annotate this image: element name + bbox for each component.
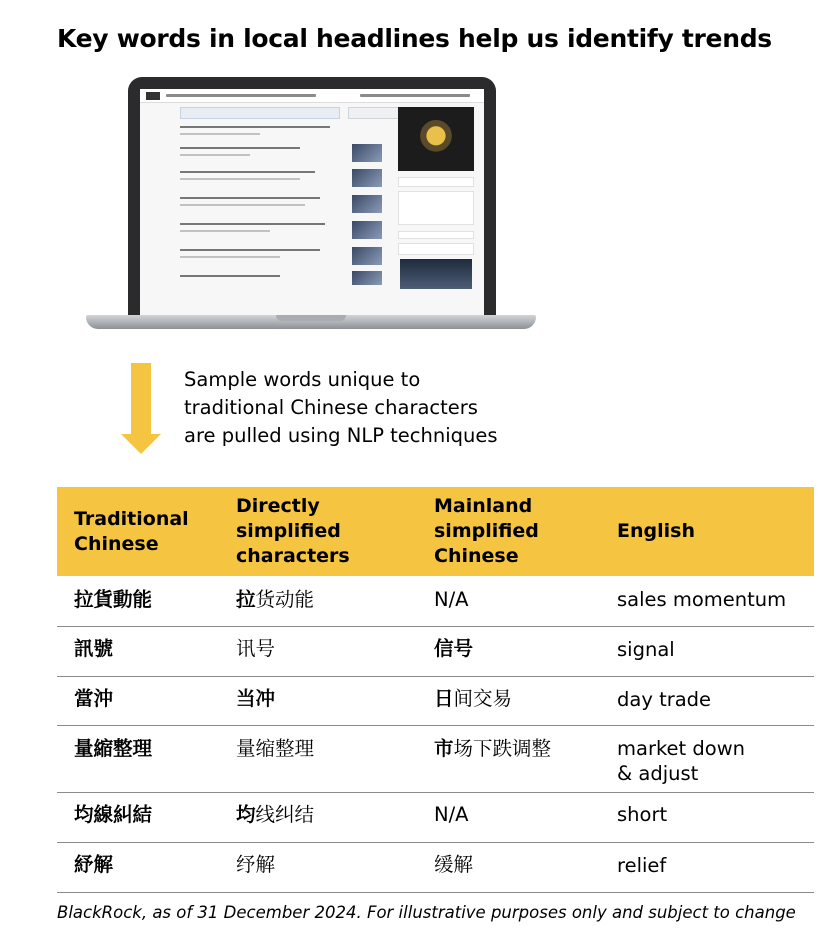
cell-traditional: 當沖 [74,687,114,710]
table-row [57,677,814,726]
news-line [180,275,280,277]
cell-english-line: signal [617,638,675,661]
stock-market-image [400,259,472,289]
news-line [180,249,320,251]
news-line [180,126,330,128]
cell-english-line: & adjust [617,762,699,785]
header-directly-simplified [236,494,350,569]
cell-mainland [434,686,512,711]
header-text: simplified [236,520,341,542]
header-text: Directly [236,495,320,517]
cell-direct-bold: 拉 [236,588,256,611]
cell-english-line: day trade [617,688,712,711]
headline-banner [180,107,340,119]
cell-direct [236,802,314,827]
header-text: Chinese [74,533,159,555]
news-thumbnail [352,169,382,187]
sidebar-card [398,243,474,255]
caption [184,366,624,450]
table-row [57,627,814,677]
header-text: characters [236,545,350,567]
news-thumbnail [352,271,382,285]
down-arrow-icon [131,363,151,437]
news-thumbnail [352,144,382,162]
cell-direct [236,852,275,877]
header-text: Traditional [74,508,189,530]
header-text: Mainland [434,495,533,517]
cell-english [617,637,675,662]
cell-mainland [434,587,469,612]
news-thumbnail [352,247,382,265]
news-line [180,204,305,206]
news-line [180,223,325,225]
news-line [180,230,270,232]
cell-traditional: 拉貨動能 [74,588,153,611]
cell-english [617,736,745,786]
cell-direct-rest: 量缩整理 [236,737,315,760]
news-line [180,178,300,180]
cell-english-line: market down [617,737,746,760]
table-row [57,726,814,793]
cell-english [617,587,786,612]
caption-line: traditional Chinese characters [184,396,478,419]
header-text: simplified [434,520,539,542]
cell-direct-bold: 均 [236,803,256,826]
laptop-illustration [86,75,536,337]
cell-english [617,853,666,878]
cell-direct [236,636,275,661]
table-row [57,843,814,893]
news-line [180,154,250,156]
trophy-image [398,107,474,171]
website-topbar [140,89,484,103]
cell-traditional: 紓解 [74,853,114,876]
cell-mainland-rest: 场下跌调整 [453,737,552,760]
cell-mainland [434,852,473,877]
cell-traditional: 量縮整理 [74,737,153,760]
header-traditional-chinese [74,507,189,557]
cell-direct-rest: 货动能 [255,588,315,611]
cell-mainland-rest: 间交易 [453,687,513,710]
table-row [57,576,814,627]
source-footnote: BlackRock, as of 31 December 2024. For illustrative purposes only and subject to change [57,903,796,922]
cell-traditional: 訊號 [74,637,114,660]
table-row [57,793,814,843]
cell-mainland-bold: 信号 [434,637,474,660]
cell-english-line: relief [617,854,667,877]
sidebar-heading [398,177,474,187]
news-thumbnail [352,221,382,239]
cell-english [617,802,667,827]
cell-direct [236,587,314,612]
cell-english-line: sales momentum [617,588,787,611]
news-website-screenshot [140,89,484,315]
news-thumbnail [352,195,382,213]
cell-mainland-bold: 日 [434,687,454,710]
header-mainland-simplified [434,494,539,569]
sidebar-card [398,191,474,225]
header-english [617,519,695,544]
header-text: English [617,520,695,542]
caption-line: Sample words unique to [184,368,421,391]
cell-traditional: 均線糾結 [74,803,153,826]
cell-english [617,687,711,712]
cell-mainland-rest: 缓解 [434,853,474,876]
nav-tools [360,94,470,97]
cell-mainland-rest: N/A [434,803,469,826]
cell-direct-rest: 讯号 [236,637,276,660]
site-logo [146,92,160,100]
news-line [180,256,280,258]
cell-direct [236,686,275,711]
cell-mainland [434,736,551,761]
down-arrow-head [121,434,161,454]
cell-direct-bold: 当冲 [236,687,276,710]
cell-direct [236,736,314,761]
cell-mainland [434,636,473,661]
laptop-lid [128,77,496,317]
nav-links [166,94,316,97]
cell-english-line: short [617,803,668,826]
cell-mainland-bold: 市 [434,737,454,760]
sidebar-heading [398,231,474,239]
laptop-notch [276,315,346,321]
caption-line: are pulled using NLP techniques [184,424,498,447]
news-line [180,171,315,173]
page-title: Key words in local headlines help us identify trends [57,24,772,53]
news-line [180,147,300,149]
cell-direct-rest: 纾解 [236,853,276,876]
cell-direct-rest: 线纠结 [255,803,315,826]
cell-mainland [434,802,469,827]
cell-mainland-rest: N/A [434,588,469,611]
news-line [180,133,260,135]
news-line [180,197,320,199]
header-text: Chinese [434,545,519,567]
table-header [57,487,814,576]
